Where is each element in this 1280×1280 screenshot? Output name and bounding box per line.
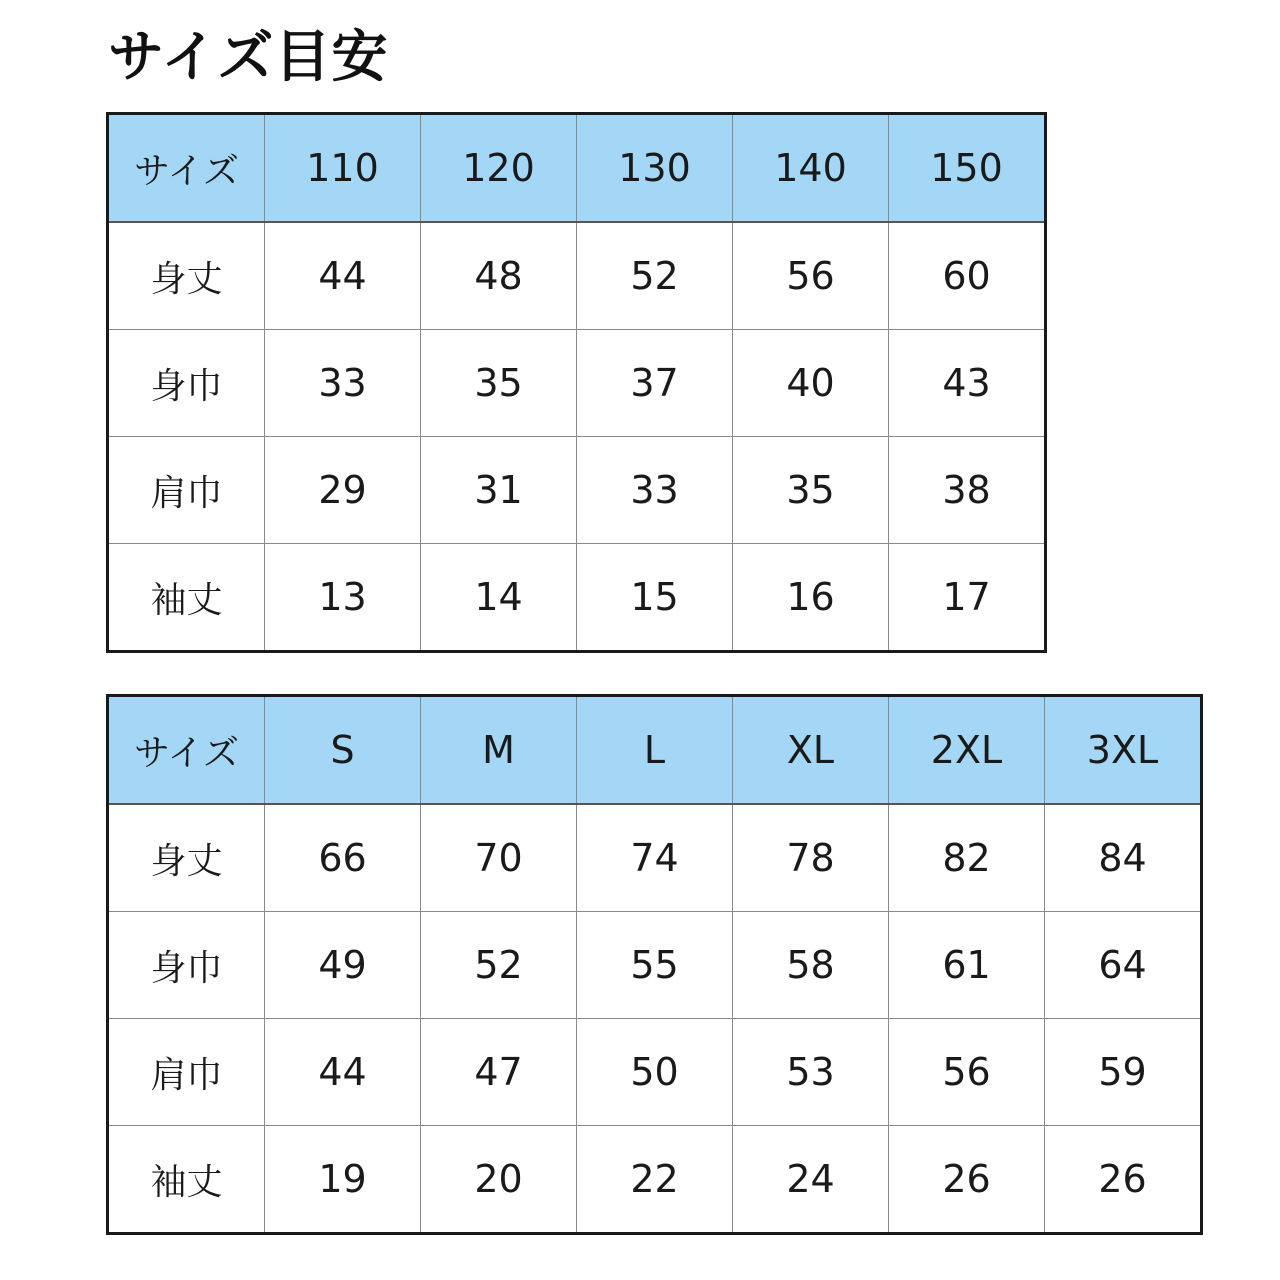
- size-column-header: L: [577, 697, 733, 805]
- table-cell: 49: [265, 912, 421, 1019]
- size-header-label: サイズ: [109, 115, 265, 223]
- table-cell: 40: [733, 330, 889, 437]
- table-cell: 14: [421, 544, 577, 651]
- header-row: [109, 697, 1201, 805]
- table-cell: 47: [421, 1019, 577, 1126]
- table-cell: 31: [421, 437, 577, 544]
- size-column-header: XL: [733, 697, 889, 805]
- page-title: サイズ目安: [108, 25, 389, 90]
- table-cell: 74: [577, 804, 733, 912]
- table-cell: 52: [577, 222, 733, 330]
- measurement-label: 袖丈: [109, 544, 265, 651]
- table-cell: 48: [421, 222, 577, 330]
- table-row: [109, 222, 1045, 330]
- table-cell: 26: [889, 1126, 1045, 1233]
- table-cell: 33: [265, 330, 421, 437]
- adult-size-table: [108, 696, 1201, 1233]
- table-row: [109, 1019, 1201, 1126]
- table-row: [109, 912, 1201, 1019]
- table-cell: 66: [265, 804, 421, 912]
- table-cell: 56: [889, 1019, 1045, 1126]
- measurement-label: 身丈: [109, 222, 265, 330]
- table-cell: 33: [577, 437, 733, 544]
- size-column-header: 2XL: [889, 697, 1045, 805]
- table-cell: 82: [889, 804, 1045, 912]
- size-column-header: 150: [889, 115, 1045, 223]
- table-row: [109, 437, 1045, 544]
- table-cell: 58: [733, 912, 889, 1019]
- table-cell: 78: [733, 804, 889, 912]
- table-cell: 61: [889, 912, 1045, 1019]
- size-column-header: 110: [265, 115, 421, 223]
- table-cell: 16: [733, 544, 889, 651]
- table-cell: 24: [733, 1126, 889, 1233]
- size-column-header: M: [421, 697, 577, 805]
- table-cell: 55: [577, 912, 733, 1019]
- table-cell: 38: [889, 437, 1045, 544]
- measurement-label: 袖丈: [109, 1126, 265, 1233]
- table-cell: 56: [733, 222, 889, 330]
- table-cell: 44: [265, 222, 421, 330]
- table-cell: 37: [577, 330, 733, 437]
- table-cell: 15: [577, 544, 733, 651]
- table-cell: 64: [1045, 912, 1201, 1019]
- table-cell: 43: [889, 330, 1045, 437]
- table-cell: 50: [577, 1019, 733, 1126]
- table-cell: 70: [421, 804, 577, 912]
- size-column-header: 3XL: [1045, 697, 1201, 805]
- kids-size-table: [108, 114, 1045, 651]
- table-cell: 13: [265, 544, 421, 651]
- table-cell: 20: [421, 1126, 577, 1233]
- measurement-label: 身巾: [109, 912, 265, 1019]
- table-cell: 17: [889, 544, 1045, 651]
- measurement-label: 肩巾: [109, 1019, 265, 1126]
- size-column-header: S: [265, 697, 421, 805]
- table-row: [109, 330, 1045, 437]
- table-row: [109, 1126, 1201, 1233]
- table-cell: 59: [1045, 1019, 1201, 1126]
- size-column-header: 140: [733, 115, 889, 223]
- measurement-label: 身巾: [109, 330, 265, 437]
- table-cell: 52: [421, 912, 577, 1019]
- measurement-label: 身丈: [109, 804, 265, 912]
- table-row: [109, 544, 1045, 651]
- measurement-label: 肩巾: [109, 437, 265, 544]
- table-cell: 35: [421, 330, 577, 437]
- table-cell: 60: [889, 222, 1045, 330]
- table-cell: 29: [265, 437, 421, 544]
- size-column-header: 130: [577, 115, 733, 223]
- table-cell: 22: [577, 1126, 733, 1233]
- table-cell: 19: [265, 1126, 421, 1233]
- header-row: [109, 115, 1045, 223]
- table-cell: 26: [1045, 1126, 1201, 1233]
- table-cell: 44: [265, 1019, 421, 1126]
- size-column-header: 120: [421, 115, 577, 223]
- table-cell: 53: [733, 1019, 889, 1126]
- size-header-label: サイズ: [109, 697, 265, 805]
- table-cell: 84: [1045, 804, 1201, 912]
- table-cell: 35: [733, 437, 889, 544]
- table-row: [109, 804, 1201, 912]
